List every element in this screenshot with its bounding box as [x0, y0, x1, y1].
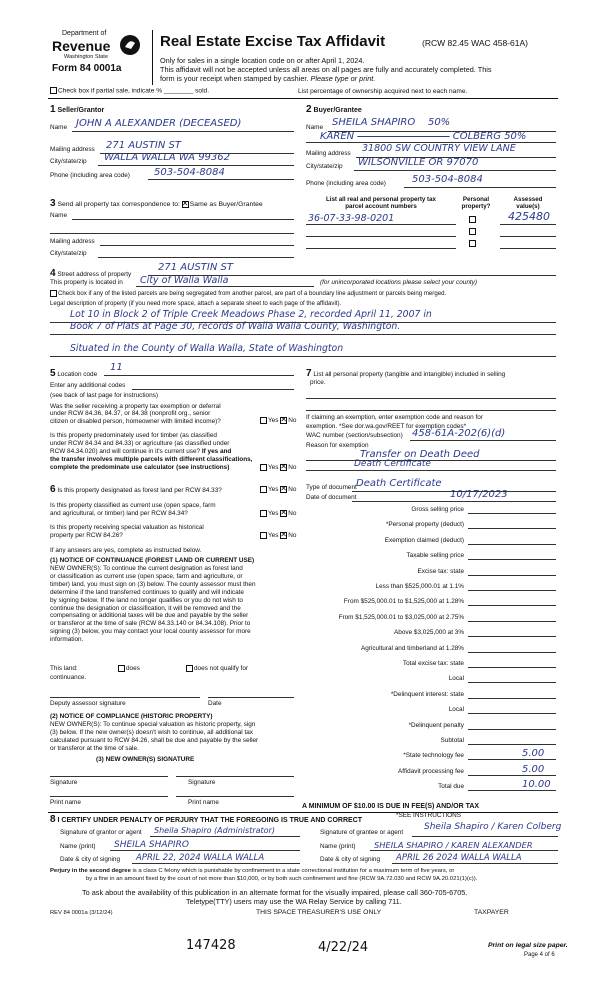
q2-yes-no: Yes ✕ No	[260, 464, 296, 471]
this-land: This land:	[50, 665, 78, 672]
notice-compliance-text: NEW OWNER(S): To continue special valuation as historic property, sign (3) below. If the new owner(s) doesn't wish to continue, all additional tax calculated pursuant to RCW 84.26, shall be due and payable by the seller or transferor at the time of sale.	[50, 721, 259, 752]
q-exemption: citizen or disabled person, homeowner with limited income)?	[50, 418, 221, 425]
no-checkbox[interactable]	[280, 417, 287, 424]
new-owner-signature-heading: (3) NEW OWNER(S) SIGNATURE	[96, 756, 195, 763]
grantor-signature-label: Signature of grantor or agent	[60, 829, 142, 836]
seller-city-label: City/state/zip	[50, 158, 87, 165]
q-timber: Is this property predominately used for timber (as classified	[50, 432, 217, 439]
grantor-name[interactable]: SHEILA SHAPIRO	[114, 840, 189, 850]
grantee-date-label: Date & city of signing	[320, 856, 381, 863]
calc-row-label: Local	[448, 675, 464, 683]
wac-number[interactable]: 458-61A-202(6)(d)	[412, 428, 506, 439]
deputy-signature-label: Deputy assessor signature	[50, 700, 126, 707]
certify-heading: 8 I CERTIFY UNDER PENALTY OF PERJURY THAT THE FOREGOING IS TRUE AND CORRECT	[50, 814, 363, 825]
exemption-note: If claiming an exemption, enter exemption code and reason for	[306, 414, 483, 421]
buyer-phone[interactable]: 503-504-8084	[412, 174, 483, 185]
location-note: (for unincorporated locations please select your county)	[320, 279, 478, 286]
personal-property-checkbox[interactable]	[469, 228, 476, 235]
calc-row-value[interactable]: 5.00	[522, 748, 545, 760]
buyer-name[interactable]: SHEILA SHAPIRO 50%	[332, 117, 451, 128]
calc-row-value[interactable]: 10.00	[522, 779, 551, 791]
seller-name[interactable]: JOHN A ALEXANDER (DECEASED)	[76, 118, 242, 129]
calc-row-label: Gross selling price	[411, 506, 464, 513]
buyer-heading: 2 Buyer/Grantee	[306, 104, 362, 115]
no-checkbox[interactable]	[280, 532, 287, 539]
q-historic: Is this property receiving special valuation as historical	[50, 524, 204, 531]
dor-logo	[52, 30, 147, 82]
calc-row-label: Less than $525,000.01 at 1.1%	[375, 583, 464, 590]
doc-date-label: Date of document	[306, 494, 357, 501]
seller-phone[interactable]: 503-504-8084	[154, 167, 225, 178]
treasurer-use: THIS SPACE TREASURER'S USE ONLY	[256, 909, 382, 916]
reason-label: Reason for exemption	[306, 442, 369, 449]
seller-name-label: Name	[50, 124, 68, 131]
legal-description-line[interactable]: Lot 10 in Block 2 of Triple Creek Meadows Phase 2, recorded April 11, 2007 in	[70, 309, 432, 320]
legal-paper-note: Print on legal size paper.	[488, 942, 568, 949]
calc-row-label: *Delinquent interest: state	[390, 690, 464, 698]
q-timber: under RCW 84.34 and 84.33) or agriculture (as classified under	[50, 440, 230, 447]
calc-row-label: Excise tax: state	[417, 567, 464, 575]
yes-checkbox[interactable]	[260, 417, 267, 424]
yes-checkbox[interactable]	[260, 510, 267, 517]
partial-sale-checkbox[interactable]	[50, 87, 57, 94]
same-as-buyer-checkbox[interactable]	[182, 201, 189, 208]
seller-mail[interactable]: 271 AUSTIN ST	[106, 140, 181, 151]
doc-type-label: Type of document	[306, 484, 357, 491]
sec3-mail-label: Mailing address	[50, 238, 95, 245]
location-code[interactable]: 11	[110, 362, 123, 373]
minimum-due-note: A MINIMUM OF $10.00 IS DUE IN FEE(S) AND/OR TAX	[302, 803, 480, 810]
calc-row-label: Agricultural and timberland at 1.28%	[360, 644, 464, 652]
no-checkbox[interactable]	[280, 464, 287, 471]
buyer-phone-label: Phone (including area code)	[306, 180, 386, 187]
revision-code: REV 84 0001a (3/12/24)	[50, 910, 113, 916]
partial-sale: Check box if partial sale, indicate % ________ sold.	[50, 87, 209, 94]
continuance: continuance.	[50, 674, 87, 681]
q-exemption: Was the seller receiving a property tax exemption or deferral	[50, 403, 221, 410]
yes-checkbox[interactable]	[260, 486, 267, 493]
assessed-col-header: Assessed value(s)	[513, 196, 543, 210]
accessibility-note: Teletype(TTY) users may use the WA Relay Service by calling 711.	[186, 897, 402, 906]
buyer-city-label: City/state/zip	[306, 163, 343, 170]
grantee-signature[interactable]: Sheila Shapiro / Karen Colberg	[424, 822, 562, 832]
notice-continuance-text: NEW OWNER(S): To continue the current designation as forest land or classification as current use (open space, farm and agriculture, or timber) land, you must sign on (3) below. The county assessor must then determine if the land transferred continues to qualify and will indicate by signing below. If the land no longer qualifies or you do not wish to continue the designation or classification, it will be removed and the compensating or additional taxes will be due and payable by the seller or transferor at the time of sale (RCW 84.33.140 or 84.34.108). Prior to signing (3) below, you may contact your local county assessor for more information.	[50, 565, 256, 644]
exemption-reason[interactable]: Transfer on Death Deed	[360, 449, 480, 460]
parcel-number[interactable]: 36-07-33-98-0201	[308, 213, 395, 224]
perjury-note: by a fine in an amount fixed by the court of not more than $10,000, or by both such confinement and fine (RCW 9A.72.030 and RCW 9A.20.021(1)(c)).	[86, 876, 478, 882]
location-label: This property is located in	[50, 279, 123, 286]
location-code-label: 5 Location code	[50, 368, 98, 379]
doc-type[interactable]: Death Certificate	[356, 478, 442, 489]
sec3-city-label: City/state/zip	[50, 250, 87, 257]
q6b-yes-no: Yes ✕ No	[260, 510, 296, 517]
sec3-name-label: Name	[50, 212, 68, 219]
not-qualify-checkbox[interactable]	[186, 665, 193, 672]
street-address[interactable]: 271 AUSTIN ST	[158, 262, 233, 273]
legal-description-line[interactable]: Book 7 of Plats at Page 30, records of Walla Walla County, Washington.	[70, 321, 401, 332]
dept-of: Department of	[62, 30, 107, 37]
if-yes-note: If any answers are yes, complete as instructed below.	[50, 547, 202, 554]
exemption-note: exemption. *See dor.wa.gov/REET for exemption codes*	[306, 423, 467, 430]
calc-row-label: *Delinquent penalty	[408, 721, 464, 729]
rcw-ref: (RCW 82.45 WAC 458-61A)	[422, 38, 528, 48]
buyer-city[interactable]: WILSONVILLE OR 97070	[358, 157, 479, 168]
q-historic: property per RCW 84.26?	[50, 532, 123, 539]
parcel-col-header: List all real and personal property tax parcel account numbers	[325, 196, 437, 210]
seller-heading: 1 Seller/Grantor	[50, 104, 105, 115]
not-qualify-option: does not qualify for	[186, 665, 248, 672]
q6c-yes-no: Yes ✕ No	[260, 532, 296, 539]
form-number: Form 84 0001a	[52, 63, 122, 74]
sec3-heading: 3 Send all property tax correspondence to: ✕ Same as Buyer/Grantee	[50, 198, 263, 209]
calc-row-label: Exemption claimed (deduct)	[384, 536, 464, 544]
new-owner-signature-label: Signature	[188, 779, 216, 786]
new-owner-print-label: Print name	[50, 799, 81, 806]
calc-row-label: Local	[448, 706, 464, 714]
calc-row-label: Affidavit processing fee	[398, 767, 464, 775]
wa-state: Washington State	[64, 54, 108, 60]
additional-codes-label: Enter any additional codes	[50, 382, 126, 389]
notice-compliance-heading: (2) NOTICE OF COMPLIANCE (HISTORIC PROPERTY)	[50, 713, 213, 720]
receipt-date: 4/22/24	[318, 940, 369, 955]
grantee-signature-label: Signature of grantee or agent	[320, 829, 404, 836]
legal-description-label: Legal description of property (if you need more space, attach a separate sheet to each page of the affidavit).	[50, 300, 342, 307]
revenue-wordmark: Revenue	[52, 38, 111, 54]
see-instructions-note: *SEE INSTRUCTIONS	[396, 812, 461, 819]
street-address-label: 4 Street address of property	[50, 268, 132, 279]
perjury-note: Perjury in the second degree is a class C felony which is punishable by confinement in a state correctional institution for a maximum term of five years, or	[50, 868, 455, 874]
no-checkbox[interactable]	[280, 510, 287, 517]
q-forest: 6 Is this property designated as forest land per RCW 84.33?	[50, 484, 222, 495]
accessibility-note: To ask about the availability of this publication in an alternate format for the visually impaired, please call 360-705-6705.	[82, 888, 468, 897]
grantor-date-label: Date & city of signing	[60, 856, 121, 863]
legal-description-line[interactable]: Situated in the County of Walla Walla, State of Washington	[70, 343, 344, 354]
q6a-yes-no: Yes ✕ No	[260, 486, 296, 493]
calc-row-label: Total due	[438, 783, 464, 791]
notice-continuance-heading: (1) NOTICE OF CONTINUANCE (FOREST LAND OR CURRENT USE)	[50, 557, 255, 564]
yes-checkbox[interactable]	[260, 532, 267, 539]
list-percentage-note: List percentage of ownership acquired next to each name.	[298, 88, 468, 95]
receipt-number: 147428	[186, 938, 236, 953]
seller-phone-label: Phone (including area code)	[50, 172, 130, 179]
wac-label: WAC number (section/subsection)	[306, 432, 403, 439]
yes-checkbox[interactable]	[260, 464, 267, 471]
calc-row-label: *State technology fee	[403, 752, 464, 760]
calc-row-label: *Personal property (deduct)	[385, 521, 464, 529]
doc-date[interactable]: 10/17/2023	[450, 489, 508, 500]
taxpayer-label: TAXPAYER	[474, 909, 509, 916]
calc-row-label: From $1,525,000.01 to $3,025,000 at 2.75%	[338, 613, 464, 621]
does-option: does	[118, 665, 140, 672]
q-timber: the transfer involves multiple parcels with different classifications,	[50, 456, 253, 463]
personal-property-label: 7 List all personal property (tangible and intangible) included in selling	[306, 368, 506, 379]
logo-icon	[120, 35, 140, 55]
does-checkbox[interactable]	[118, 665, 125, 672]
calc-row-value[interactable]: 5.00	[522, 763, 545, 775]
buyer-mail[interactable]: 31800 SW COUNTRY VIEW LANE	[362, 143, 516, 154]
q1-yes-no: Yes ✕ No	[260, 417, 296, 424]
grantee-name-label: Name (print)	[320, 843, 356, 850]
q-current-use: and agricultural, or timber) land per RCW 84.34?	[50, 510, 188, 517]
calc-row-label: Subtotal	[440, 737, 464, 744]
form-title: Real Estate Excise Tax Affidavit	[160, 33, 386, 50]
seller-city[interactable]: WALLA WALLA WA 99362	[104, 152, 231, 163]
seller-mail-label: Mailing address	[50, 146, 95, 153]
buyer-name-2[interactable]: KAREN COLBERG 50%	[320, 131, 527, 142]
property-location[interactable]: City of Walla Walla	[140, 275, 229, 286]
intro-line: form is your receipt when stamped by cashier. Please type or print.	[160, 74, 376, 83]
see-instructions: (see back of last page for instructions)	[50, 392, 158, 399]
calc-row-label: Taxable selling price	[406, 552, 464, 560]
personal-property-checkbox[interactable]	[469, 240, 476, 247]
assessed-value[interactable]: 425480	[508, 210, 550, 223]
grantor-date-city[interactable]: APRIL 22, 2024 WALLA WALLA	[136, 853, 265, 863]
personal-col-header: Personal property?	[461, 196, 491, 210]
grantor-signature[interactable]: Sheila Shapiro (Administrator)	[154, 826, 275, 835]
exemption-reason-2[interactable]: Death Certificate	[354, 459, 431, 469]
deputy-date-label: Date	[208, 700, 222, 707]
intro-line: This affidavit will not be accepted unless all areas on all pages are fully and accurately completed. This	[160, 65, 492, 74]
buyer-mail-label: Mailing address	[306, 150, 351, 157]
page-number: Page 4 of 6	[524, 952, 555, 958]
intro-line: Only for sales in a single location code on or after April 1, 2024.	[160, 56, 365, 65]
q-timber: complete the predominate use calculator (see instructions)	[50, 464, 230, 471]
no-checkbox[interactable]	[280, 486, 287, 493]
personal-property-checkbox[interactable]	[469, 216, 476, 223]
grantee-name[interactable]: SHEILA SHAPIRO / KAREN ALEXANDER	[374, 840, 533, 850]
new-owner-signature-label: Signature	[50, 779, 78, 786]
q-current-use: Is this property classified as current use (open space, farm	[50, 502, 216, 509]
calc-row-label: Above $3,025,000 at 3%	[394, 629, 464, 637]
grantee-date-city[interactable]: APRIL 26 2024 WALLA WALLA	[396, 853, 522, 863]
q-timber: RCW 84.34.020) and will continue in it's current use? If yes and	[50, 448, 232, 455]
calc-row-label: Total excise tax: state	[402, 660, 464, 667]
q-exemption: under RCW 84.36, 84.37, or 84.38 (nonprofit org., senior	[50, 410, 211, 417]
segregation-note: Check box if any of the listed parcels are being segregated from another parcel, are part of a boundary line adjustment or parcels being merged.	[50, 290, 446, 297]
segregation-checkbox[interactable]	[50, 290, 57, 297]
grantor-name-label: Name (print)	[60, 843, 96, 850]
personal-property-label: price.	[310, 379, 326, 386]
new-owner-print-label: Print name	[188, 799, 219, 806]
buyer-name-label: Name	[306, 124, 324, 131]
calc-row-label: From $525,000.01 to $1,525,000 at 1.28%	[343, 598, 464, 606]
